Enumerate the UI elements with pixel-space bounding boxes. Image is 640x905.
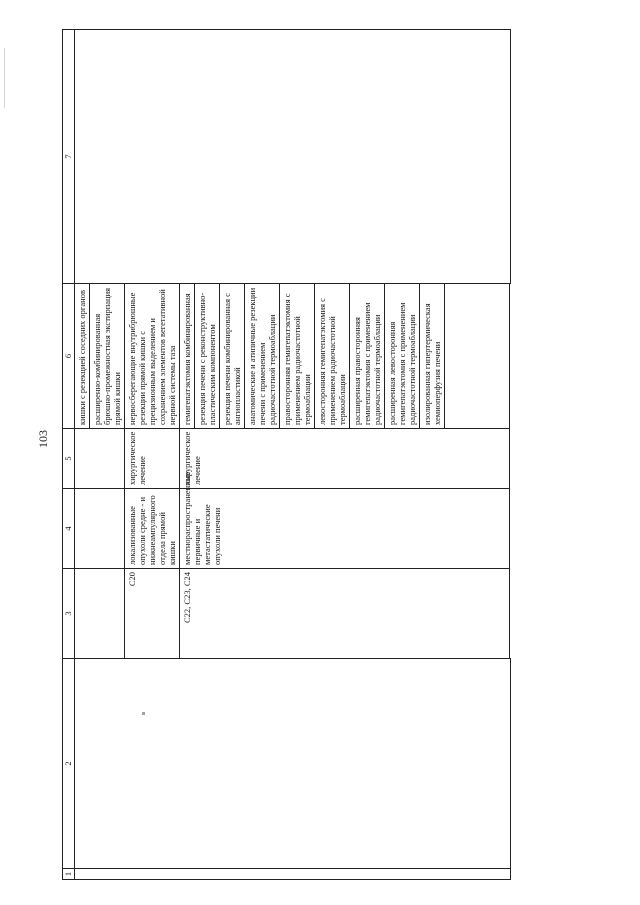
- col7-cell: [75, 30, 511, 284]
- diagnosis-cell-empty: [75, 489, 125, 569]
- procedure-cell: расширенно-комбинированная брюшно-промежностная экстирпация прямой кишки: [90, 284, 125, 429]
- col2-cell: [75, 659, 511, 869]
- header-col-7: 7: [63, 30, 75, 284]
- header-row: [63, 30, 75, 880]
- page-number: 103: [36, 430, 50, 448]
- header-col-4: 4: [63, 489, 75, 569]
- header-col-5: 5: [63, 429, 75, 489]
- treatment-cell: хирургическое лечение: [180, 429, 510, 489]
- scan-speck: [142, 712, 145, 715]
- procedure-cell-empty: [445, 284, 510, 429]
- procedures-table: [62, 29, 511, 880]
- treatment-cell: хирургическое лечение: [125, 429, 180, 489]
- procedure-cell: резекция печени комбинированная с ангиопластикой: [220, 284, 245, 429]
- table-row: [75, 30, 90, 880]
- procedure-cell: левосторонняя гемигепатэктомия с применением радиочастотной термоаблации: [315, 284, 350, 429]
- procedure-cell: гемигепатэктомия комбинированная: [180, 284, 195, 429]
- procedure-cell: расширенная правосторонняя гемигепатэктомия с применением радиочастотной термоаблации: [350, 284, 385, 429]
- diagnosis-cell: местнораспространенные первичные и метастатические опухоли печени: [180, 489, 510, 569]
- header-col-3: 3: [63, 569, 75, 659]
- treatment-cell-empty: [75, 429, 125, 489]
- code-cell: C20: [125, 569, 180, 659]
- procedure-cell: изолированная гипертермическая хемиоперфузия печени: [420, 284, 445, 429]
- header-col-1: 1: [63, 869, 75, 880]
- code-cell-empty: [75, 569, 125, 659]
- header-col-2: 2: [63, 659, 75, 869]
- header-col-6: 6: [63, 284, 75, 429]
- procedure-cell: кишки с резекцией соседних органов: [75, 284, 90, 429]
- procedure-cell: расширенная левосторонняя гемигепатэктомия с применением радиочастотной термоаблации: [385, 284, 420, 429]
- diagnosis-cell: локализованные опухоли средне - и нижнеампулярного отдела прямой кишки: [125, 489, 180, 569]
- col1-cell: [75, 869, 511, 880]
- code-cell: C22, C23, C24: [180, 569, 510, 659]
- rotated-table-container: [62, 30, 582, 880]
- procedure-cell: анатомические и атипичные резекции печени с применением радиочастотной термоаблации: [245, 284, 280, 429]
- procedure-cell: нервосберегающие внутрибрюшные резекции прямой кишки с прецизионным выделением и сохранением элементов вегетативной нервной системы таза: [125, 284, 180, 429]
- procedure-cell-empty: [510, 569, 511, 659]
- scan-speck: [4, 48, 5, 108]
- procedure-cell: правосторонняя гемигепатэктомия с применением радиочастотной термоаблации: [280, 284, 315, 429]
- procedure-cell: резекция печени с реконструктивно-пластическим компонентом: [195, 284, 220, 429]
